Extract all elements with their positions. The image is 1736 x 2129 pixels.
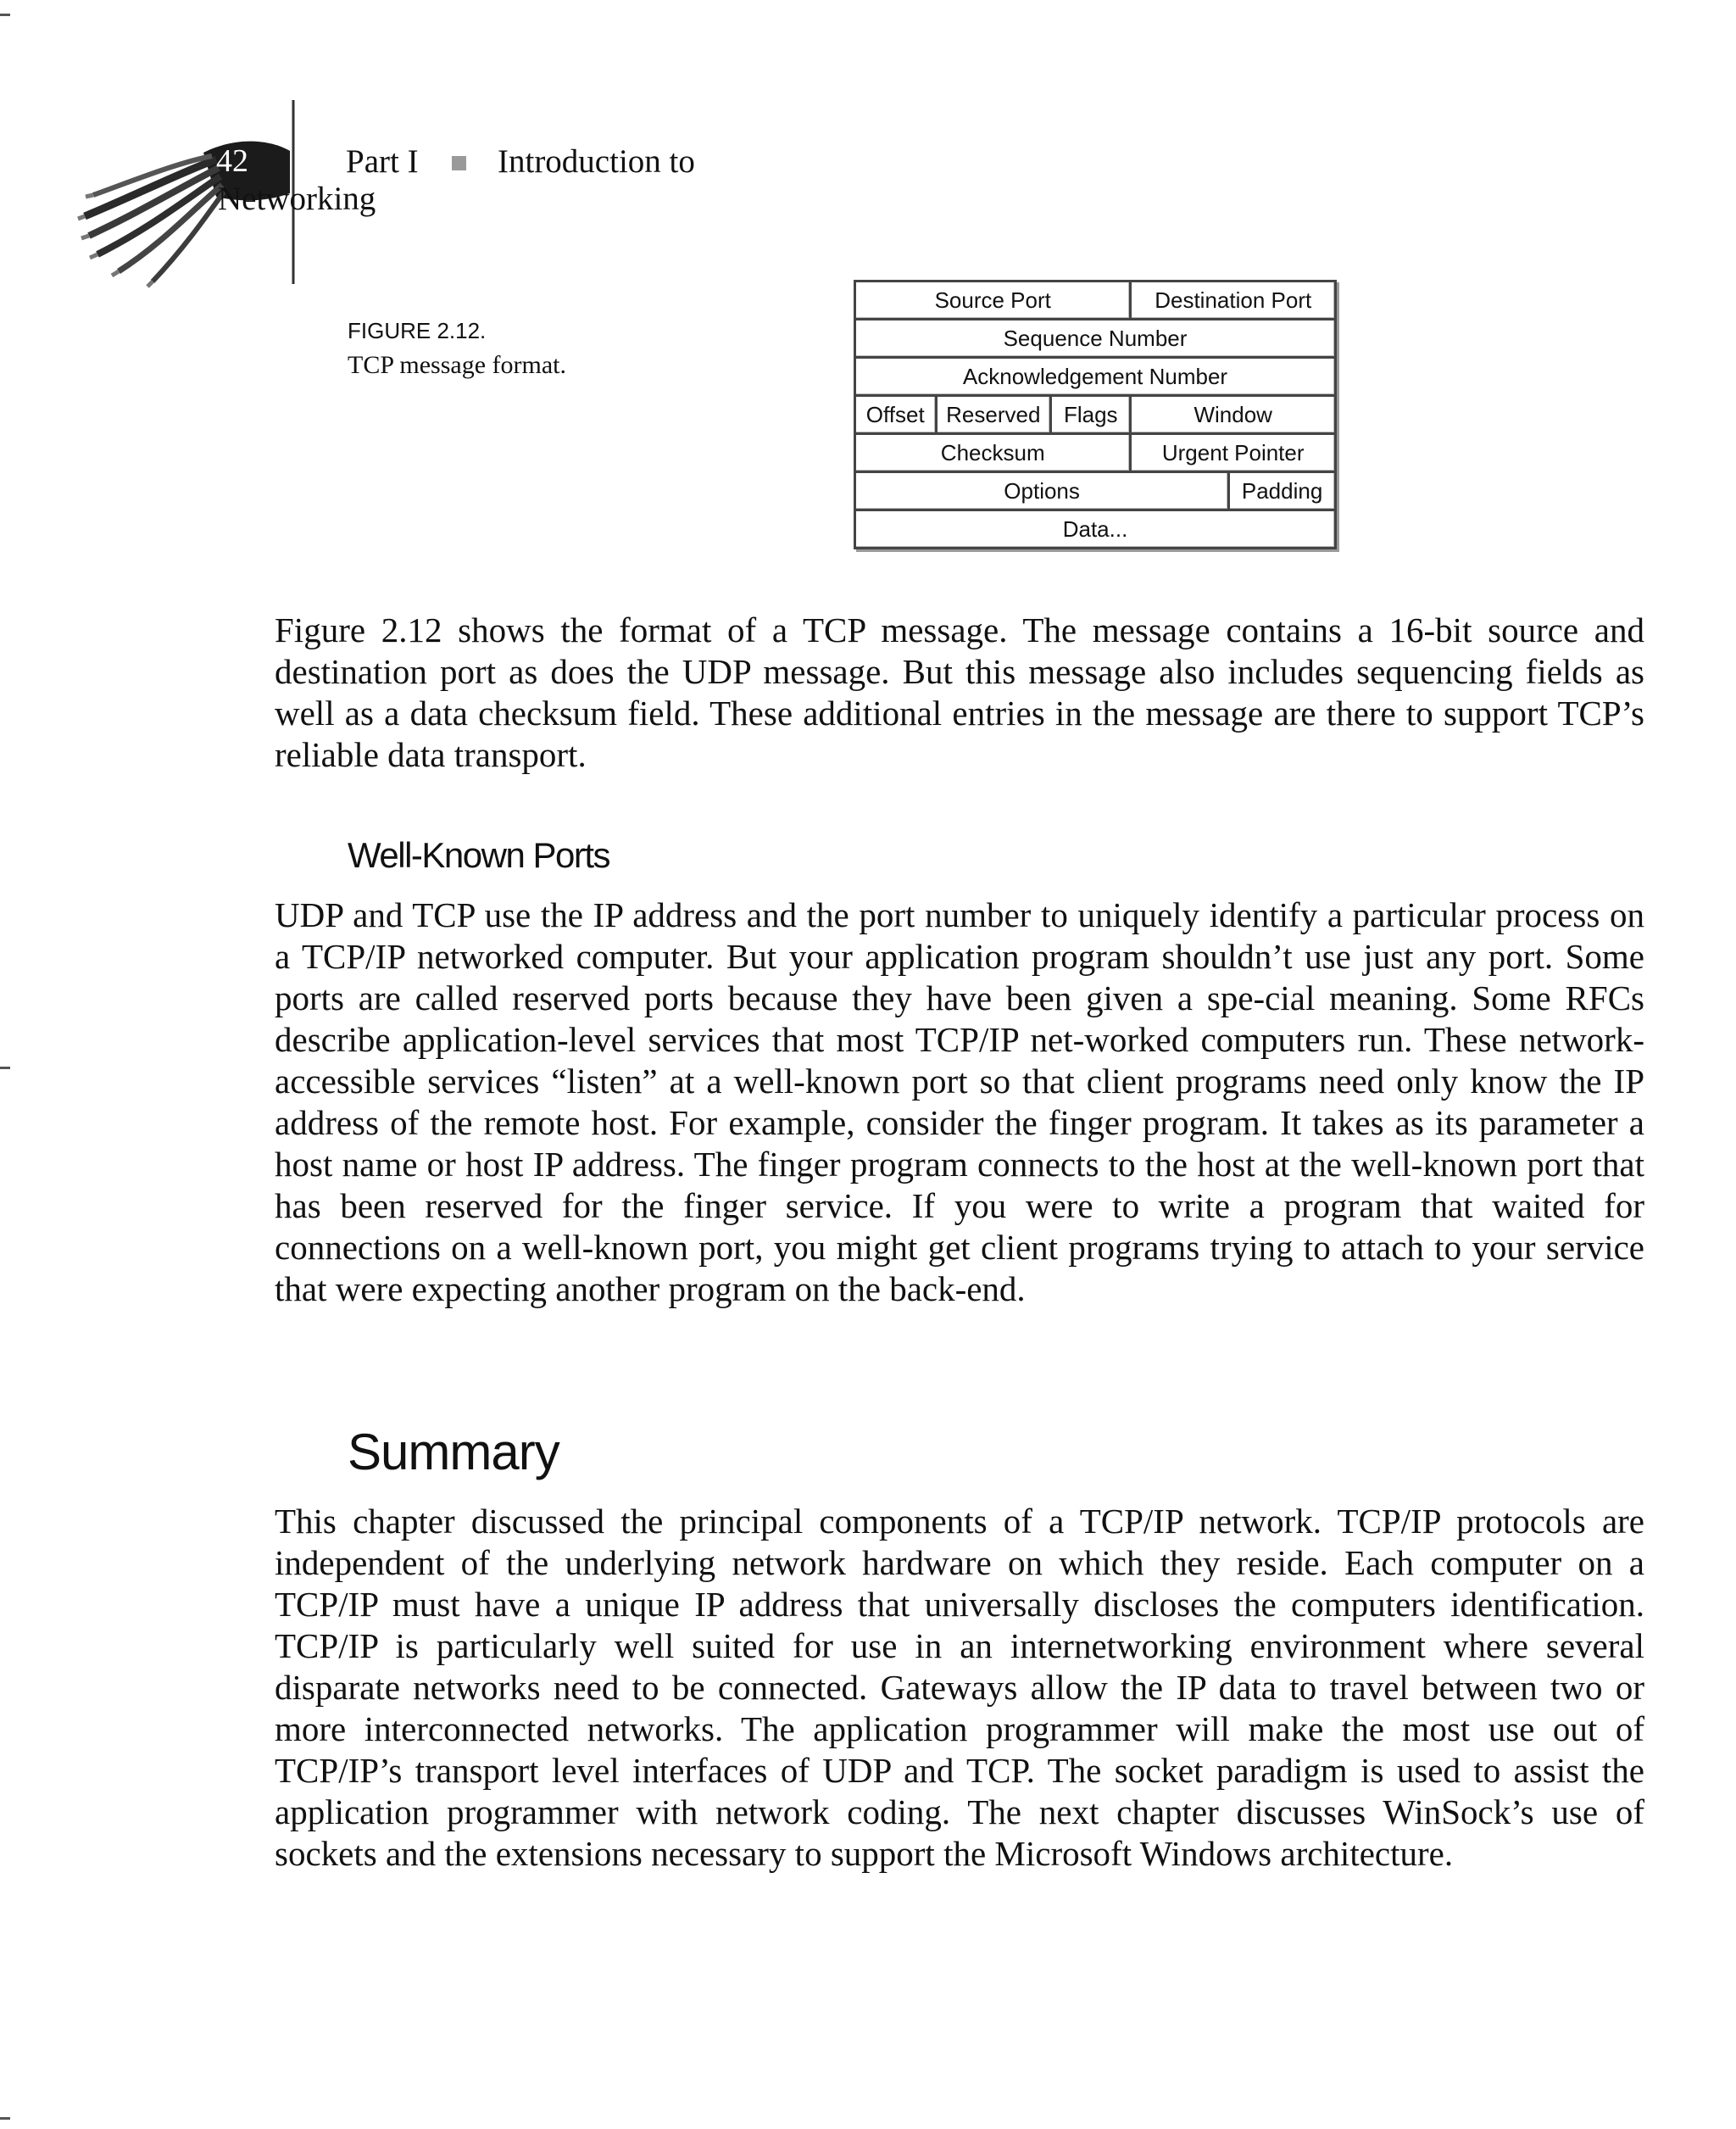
field-reserved: Reserved — [936, 396, 1051, 434]
header-chapter-title: Introduction to — [498, 143, 695, 180]
tcp-message-format-diagram — [854, 280, 1337, 549]
intro-paragraph: Figure 2.12 shows the format of a TCP message. The message contains a 16-bit source and destination port as does the UDP message. But this message also includes sequencing fields as well as a data checksum field. These additional entries in the message are there to support TCP’s reliable data transport. — [275, 610, 1644, 774]
field-window: Window — [1131, 396, 1336, 434]
diagram-row-ack — [855, 358, 1336, 396]
field-sequence-number: Sequence Number — [855, 320, 1336, 358]
field-options: Options — [855, 472, 1229, 510]
figure-caption: TCP message format. — [348, 351, 567, 379]
header-part-label: Part I — [346, 143, 419, 180]
figure-label: FIGURE 2.12. — [348, 318, 487, 343]
header-bullet — [452, 156, 466, 170]
field-acknowledgement-number: Acknowledgement Number — [855, 358, 1336, 396]
field-data: Data... — [855, 510, 1336, 549]
diagram-row-data — [855, 510, 1336, 549]
section-heading-summary: Summary — [348, 1424, 559, 1480]
edge-mark-bottom — [0, 2117, 10, 2120]
field-offset: Offset — [855, 396, 937, 434]
diagram-row-options — [855, 472, 1336, 510]
field-checksum: Checksum — [855, 434, 1131, 472]
diagram-row-control — [855, 396, 1336, 434]
header-chapter-title-continued: Networking — [218, 181, 376, 217]
well-known-ports-paragraph: UDP and TCP use the IP address and the port number to uniquely identify a particular process on a TCP/IP networked computer. But your application program shouldn’t use just any port. Some ports are called reserved ports because they have been given a spe-cial meaning. Some RFCs describe application-level services that most TCP/IP net-worked computers run. These network-accessible services “listen” at a well-known port so that client programs need only know the IP address of the remote host. For example, consider the finger program. It takes as its parameter a host name or host IP address. The finger program connects to the host at the well-known port that has been reserved for the finger service. If you were to write a program that waited for connections on a well-known port, you might get client programs trying to attach to your service that were expecting another program on the back-end. — [275, 895, 1644, 1308]
edge-mark-top — [0, 14, 10, 16]
summary-paragraph: This chapter discussed the principal components of a TCP/IP network. TCP/IP protocols are independent of the underlying network hardware on which they reside. Each computer on a TCP/IP must have a unique IP address that universally discloses the computers identification. TCP/IP is particularly well suited for use in an internetworking environment where several disparate networks need to be connected. Gateways allow the IP data to travel between two or more interconnected networks. The application programmer will make the most use out of TCP/IP’s transport level interfaces of UDP and TCP. The socket paradigm is used to assist the application programmer with network coding. The next chapter discusses WinSock’s use of sockets and the extensions necessary to support the Microsoft Windows architecture. — [275, 1502, 1644, 1873]
edge-mark-middle — [0, 1067, 10, 1069]
section-heading-well-known-ports: Well-Known Ports — [348, 835, 610, 875]
field-urgent-pointer: Urgent Pointer — [1131, 434, 1336, 472]
diagram-row-checksum — [855, 434, 1336, 472]
field-padding: Padding — [1229, 472, 1336, 510]
diagram-row-sequence — [855, 320, 1336, 358]
field-source-port: Source Port — [855, 281, 1131, 320]
diagram-row-ports — [855, 281, 1336, 320]
page-number: 42 — [216, 143, 248, 179]
field-destination-port: Destination Port — [1131, 281, 1336, 320]
field-flags: Flags — [1051, 396, 1131, 434]
